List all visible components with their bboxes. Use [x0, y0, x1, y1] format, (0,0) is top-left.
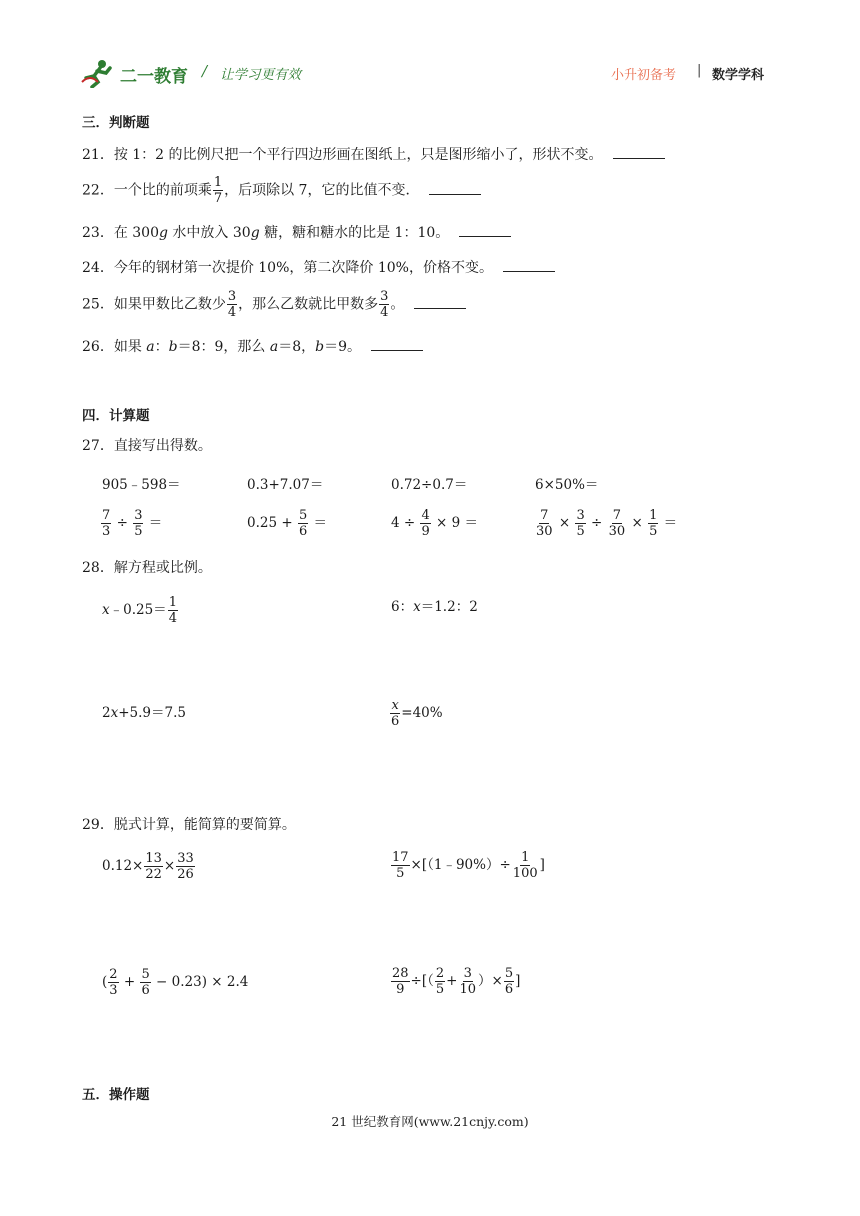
numerator: 7	[102, 508, 111, 523]
oral-calc-7	[391, 508, 478, 539]
fraction	[144, 851, 163, 882]
question-25-text-c: 。	[390, 296, 405, 313]
numerator: 7	[540, 508, 549, 523]
numerator: 3	[134, 508, 143, 523]
numerator: 13	[145, 851, 162, 866]
numerator: 17	[392, 850, 409, 865]
question-22-text-b: ，后项除以 7，它的比值不变．	[224, 182, 420, 199]
colon: ：	[154, 339, 169, 355]
operator: +	[446, 973, 458, 989]
question-26	[82, 336, 423, 357]
denominator: 4	[380, 305, 389, 320]
header-subject: 数学学科	[712, 68, 765, 83]
numerator: 2	[435, 966, 445, 981]
denominator: 5	[396, 866, 405, 881]
oral-calc-1: 905﹣598＝	[102, 477, 181, 493]
numerator: 3	[576, 508, 585, 523]
expression-text: − 0.23) × 2.4	[156, 974, 249, 990]
numerator: 3	[463, 966, 472, 981]
fraction	[227, 289, 237, 320]
question-25	[82, 289, 466, 320]
unit-g: g	[159, 225, 168, 241]
bracket: ]	[539, 857, 545, 873]
expression-text: +5.9＝7.5	[118, 705, 186, 721]
fraction	[458, 966, 477, 997]
fraction	[575, 508, 585, 539]
bracket: ]	[515, 973, 521, 989]
expression-text: ＝1.2：2	[420, 599, 478, 615]
question-26-text-a: 26．如果	[82, 339, 147, 355]
numerator: x	[391, 698, 399, 713]
fraction	[101, 508, 111, 539]
expression-text: 0.12×	[102, 858, 144, 874]
denominator: 5	[134, 524, 143, 539]
expression-text: 6：	[391, 599, 414, 615]
question-26-text-b: ＝8：9，那么	[177, 339, 270, 355]
fraction	[391, 850, 410, 881]
question-26-text-d: ＝9。	[324, 339, 362, 355]
equals: ＝	[663, 515, 678, 531]
operator: ÷	[116, 515, 128, 531]
fraction	[298, 508, 308, 539]
numerator: 3	[227, 289, 237, 304]
variable-b: b	[315, 339, 325, 355]
question-24	[82, 257, 555, 278]
answer-blank	[459, 222, 511, 237]
fraction	[140, 967, 150, 998]
oral-calc-5	[100, 508, 162, 539]
fraction	[535, 508, 554, 539]
equation-1	[102, 595, 179, 626]
denominator: 5	[649, 524, 658, 539]
question-23-text-b: 水中放入 30	[167, 225, 251, 241]
equals: ＝	[313, 515, 328, 531]
fraction	[435, 966, 445, 997]
question-28: 28．解方程或比例。	[82, 560, 212, 576]
answer-blank	[414, 294, 466, 309]
section-3-title: 三．判断题	[82, 115, 150, 131]
question-23	[82, 222, 511, 243]
numerator: 2	[109, 967, 118, 982]
question-22-text-a: 22．一个比的前项乘	[82, 182, 212, 199]
answer-blank	[613, 144, 665, 159]
oral-calc-8	[534, 508, 677, 539]
denominator: 30	[536, 524, 553, 539]
expression-text: × 9 ＝	[431, 515, 479, 531]
denominator: 26	[177, 867, 194, 882]
question-22	[82, 175, 481, 206]
numerator: 5	[504, 966, 514, 981]
denominator: 6	[298, 524, 308, 539]
equals: ＝	[148, 515, 163, 531]
numerator: 1	[521, 850, 530, 865]
denominator: 9	[421, 524, 430, 539]
numerator: 33	[177, 851, 194, 866]
question-23-text-c: 糖，糖和糖水的比是 1：10。	[259, 225, 450, 241]
denominator: 30	[608, 524, 626, 539]
equation-4	[389, 698, 443, 729]
bracket: (	[102, 974, 108, 990]
expression-text: 0.25 +	[247, 515, 297, 531]
section-4-title: 四．计算题	[82, 408, 150, 424]
numerator: 1	[649, 508, 658, 523]
slogan: 让学习更有效	[220, 67, 301, 83]
denominator: 6	[391, 714, 400, 729]
answer-blank	[503, 257, 555, 272]
fraction	[504, 966, 514, 997]
oral-calc-2: 0.3+7.07＝	[247, 477, 324, 493]
variable-x: x	[102, 602, 110, 618]
expression-text: ﹣0.25＝	[109, 602, 167, 618]
fraction	[420, 508, 430, 539]
fraction	[512, 850, 539, 881]
question-25-text-a: 25．如果甲数比乙数少	[82, 296, 226, 313]
fraction	[168, 595, 178, 626]
section-5-title: 五．操作题	[82, 1087, 150, 1103]
denominator: 6	[141, 983, 150, 998]
operator: ×	[631, 515, 643, 531]
expression-text: ÷[（	[410, 973, 434, 989]
numerator: 1	[168, 595, 177, 610]
variable-x: x	[413, 599, 421, 615]
numerator: 7	[612, 508, 622, 523]
operator: ×	[558, 515, 571, 531]
fraction	[648, 508, 658, 539]
numerator: 5	[141, 967, 150, 982]
operator: ×	[163, 858, 176, 874]
question-24-text: 24．今年的钢材第一次提价 10%，第二次降价 10%，价格不变。	[82, 260, 493, 276]
expression-text: =40%	[401, 705, 443, 721]
question-29: 29．脱式计算，能简算的要简算。	[82, 817, 296, 833]
fraction	[608, 508, 627, 539]
operator: ÷	[591, 515, 603, 531]
denominator: 4	[168, 611, 177, 626]
fraction	[390, 698, 400, 729]
answer-blank	[371, 336, 423, 351]
numerator: 28	[392, 966, 409, 981]
header-exam-label: 小升初备考	[611, 68, 677, 83]
fraction	[213, 175, 223, 206]
header	[80, 56, 780, 90]
question-27: 27．直接写出得数。	[82, 438, 212, 454]
denominator: 100	[512, 866, 538, 881]
fraction	[108, 967, 118, 998]
expression-text: 2	[102, 705, 111, 721]
denominator: 3	[102, 524, 111, 539]
question-21-text: 21．按 1：2 的比例尺把一个平行四边形画在图纸上，只是图形缩小了，形状不变。	[82, 147, 603, 163]
numerator: 4	[421, 508, 430, 523]
denominator: 6	[504, 982, 514, 997]
oral-calc-4: 6×50%＝	[535, 477, 599, 493]
variable-a: a	[146, 339, 155, 355]
numerator: 5	[298, 508, 308, 523]
header-separator: |	[697, 63, 702, 78]
denominator: 3	[109, 983, 118, 998]
question-26-text-c: ＝8，	[278, 339, 316, 355]
calc-3	[102, 967, 248, 998]
denominator: 22	[145, 867, 162, 882]
answer-blank	[429, 180, 481, 195]
brand-name: 二一教育	[120, 67, 188, 87]
denominator: 9	[396, 982, 405, 997]
fraction	[391, 966, 410, 997]
fraction	[133, 508, 143, 539]
denominator: 5	[435, 982, 445, 997]
fraction	[379, 289, 389, 320]
unit-g: g	[250, 225, 260, 241]
oral-calc-6	[247, 508, 327, 539]
equation-2	[391, 595, 478, 615]
question-21	[82, 144, 665, 165]
numerator: 3	[380, 289, 389, 304]
oral-calc-3: 0.72÷0.7＝	[391, 477, 468, 493]
equation-3	[102, 701, 186, 721]
question-25-text-b: ，那么乙数就比甲数多	[238, 296, 379, 313]
variable-x: x	[110, 705, 119, 721]
expression-text: 4 ÷	[391, 515, 420, 531]
variable-a: a	[269, 339, 279, 355]
expression-text: ×[（1﹣90%）÷	[410, 857, 511, 873]
denominator: 5	[576, 524, 585, 539]
operator: +	[123, 974, 136, 990]
calc-4	[390, 966, 520, 997]
question-23-text-a: 23．在 300	[82, 225, 159, 241]
expression-text: ）×	[478, 973, 503, 989]
logo-icon	[80, 58, 118, 88]
calc-1	[102, 851, 196, 882]
denominator: 4	[227, 305, 237, 320]
denominator: 7	[213, 191, 223, 206]
numerator: 1	[213, 175, 223, 190]
slogan-divider: /	[202, 62, 208, 80]
variable-b: b	[168, 339, 178, 355]
denominator: 10	[459, 982, 477, 997]
calc-2	[390, 850, 545, 881]
footer: 21 世纪教育网(www.21cnjy.com)	[331, 1114, 529, 1129]
fraction	[176, 851, 195, 882]
